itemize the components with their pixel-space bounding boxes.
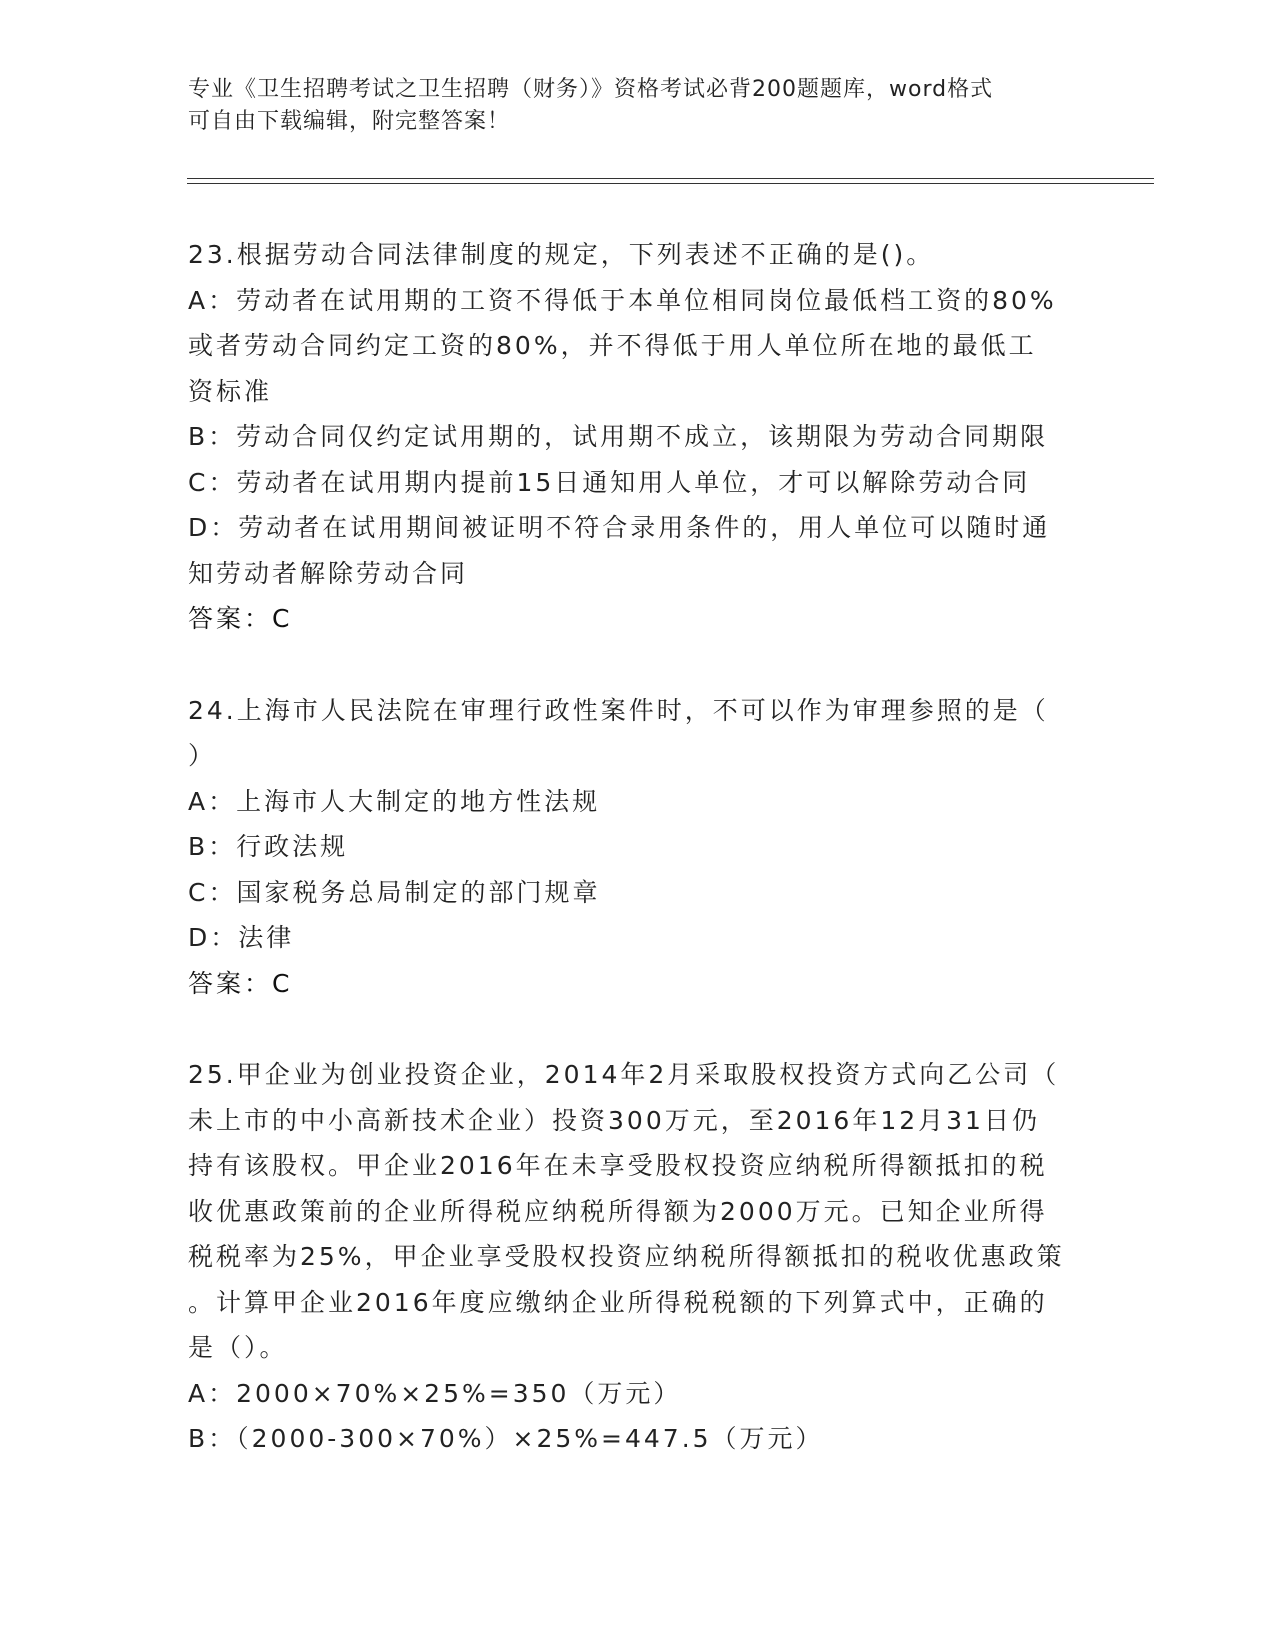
question-23-option-c: C：劳动者在试用期内提前15日通知用人单位，才可以解除劳动合同	[188, 467, 1031, 497]
question-25-stem-cont: 未上市的中小高新技术企业）投资300万元，至2016年12月31日仍	[188, 1105, 1040, 1135]
question-23	[188, 232, 1088, 642]
question-23-stem: 23.根据劳动合同法律制度的规定，下列表述不正确的是()。	[188, 240, 935, 269]
header-divider	[187, 178, 1154, 184]
document-body	[188, 232, 1088, 1508]
question-24-stem: 24.上海市人民法院在审理行政性案件时，不可以作为审理参照的是（	[188, 695, 1049, 725]
question-25-stem-cont: 税税率为25%，甲企业享受股权投资应纳税所得额抵扣的税收优惠政策	[188, 1242, 1065, 1271]
question-23-option-a-cont: 资标准	[188, 376, 273, 406]
question-25-stem-cont: 是（）。	[188, 1333, 288, 1362]
header-line-2: 可自由下载编辑，附完整答案！	[188, 109, 511, 134]
question-24-answer: 答案：C	[188, 968, 293, 998]
question-24-option-d: D：法律	[188, 923, 295, 952]
question-23-option-b: B：劳动合同仅约定试用期的，试用期不成立，该期限为劳动合同期限	[188, 422, 1049, 451]
question-24-option-c: C：国家税务总局制定的部门规章	[188, 877, 601, 907]
question-23-option-a: A：劳动者在试用期的工资不得低于本单位相同岗位最低档工资的80%	[188, 285, 1057, 315]
question-25-stem: 25.甲企业为创业投资企业，2014年2月采取股权投资方式向乙公司（	[188, 1060, 1060, 1089]
question-24-option-a: A：上海市人大制定的地方性法规	[188, 786, 601, 816]
question-25-option-a: A：2000×70%×25%=350（万元）	[188, 1378, 682, 1408]
question-25-stem-cont: 。计算甲企业2016年度应缴纳企业所得税税额的下列算式中，正确的	[188, 1287, 1048, 1317]
question-24-stem-cont: ）	[188, 741, 217, 770]
question-25-stem-cont: 收优惠政策前的企业所得税应纳税所得额为2000万元。已知企业所得	[188, 1196, 1048, 1226]
question-23-option-d: D：劳动者在试用期间被证明不符合录用条件的，用人单位可以随时通	[188, 513, 1051, 542]
question-25-stem-cont: 持有该股权。甲企业2016年在未享受股权投资应纳税所得额抵扣的税	[188, 1151, 1048, 1180]
question-24-option-b: B：行政法规	[188, 832, 349, 861]
question-23-answer: 答案：C	[188, 604, 293, 633]
question-24	[188, 688, 1088, 1007]
question-23-option-d-cont: 知劳动者解除劳动合同	[188, 558, 469, 588]
header-line-1: 专业《卫生招聘考试之卫生招聘（财务）》资格考试必背200题题库，word格式	[188, 77, 994, 102]
question-23-option-a-cont: 或者劳动合同约定工资的80%，并不得低于用人单位所在地的最低工	[188, 331, 1037, 360]
question-25	[188, 1052, 1088, 1462]
question-25-option-b: B：（2000-300×70%）×25%=447.5（万元）	[188, 1424, 824, 1453]
document-header	[188, 74, 1088, 138]
